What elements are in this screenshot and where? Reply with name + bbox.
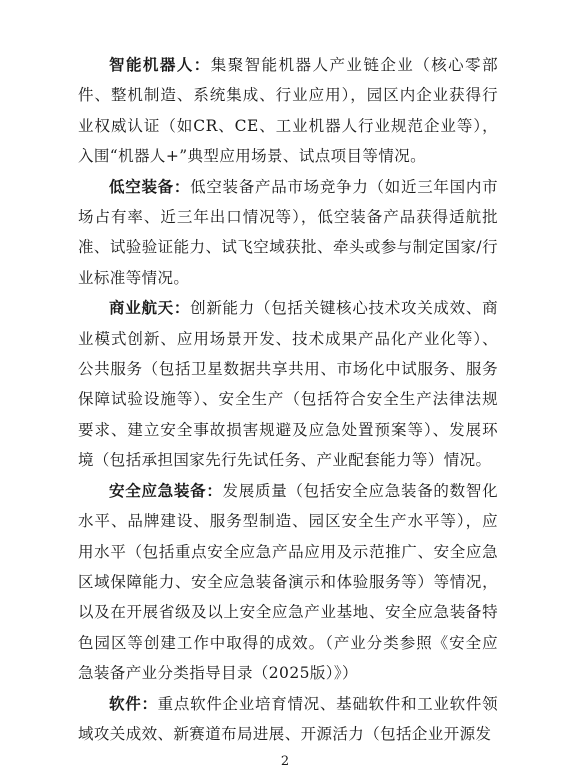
paragraph-term: 智能机器人： [109,55,211,74]
paragraph-text: 发展质量（包括安全应急装备的数智化水平、品牌建设、服务型制造、园区安全生产水平等），应用水平（包括重点安全应急产品应用及示范推广、安全应急区域保障能力、安全应急装备演示和体验服务等）等情况，以及在开展省级及以上安全应急产业基地、安全应急装备特色园区等创建工作中取得的成效。（产业分类参照《安全应急装备产业分类指导目录（2025版）》） [78,481,498,683]
paragraph-text: 集聚智能机器人产业链企业（核心零部件、整机制造、系统集成、行业应用），园区内企业获得行业权威认证（如CR、CE、工业机器人行业规范企业等），入围“机器人+”典型应用场景、试点项目等情况。 [78,56,498,166]
paragraph-term: 低空装备： [109,176,191,196]
paragraph-term: 商业航天： [109,298,191,318]
paragraph-text: 低空装备产品市场竞争力（如近三年国内市场占有率、近三年出口情况等），低空装备产品获得适航批准、试验验证能力、试飞空域获批、牵头或参与制定国家/行业标准等情况。 [78,177,498,287]
paragraph-safety-emergency-equipment [78,476,498,689]
paragraph-commercial-aerospace [78,293,498,475]
paragraph-term: 安全应急装备： [109,480,223,500]
paragraph-low-altitude-equipment [78,172,498,294]
paragraph-term: 软件： [109,693,158,713]
paragraph-intelligent-robots [78,50,498,172]
paragraph-text: 重点软件企业培育情况、基础软件和工业软件领域攻关成效、新赛道布局进展、开源活力（包括企业开源发 [78,694,498,743]
paragraph-text: 创新能力（包括关键核心技术攻关成效、商业模式创新、应用场景开发、技术成果产品化产业化等）、公共服务（包括卫星数据共享共用、市场化中试服务、服务保障试验设施等）、安全生产（包括符合安全生产法律法规要求、建立安全事故损害规避及应急处置预案等）、发展环境（包括承担国家先行先试任务、产业配套能力等）情况。 [78,299,498,470]
paragraph-software [78,689,498,750]
body-text [78,50,498,749]
page-number: 2 [280,754,290,769]
